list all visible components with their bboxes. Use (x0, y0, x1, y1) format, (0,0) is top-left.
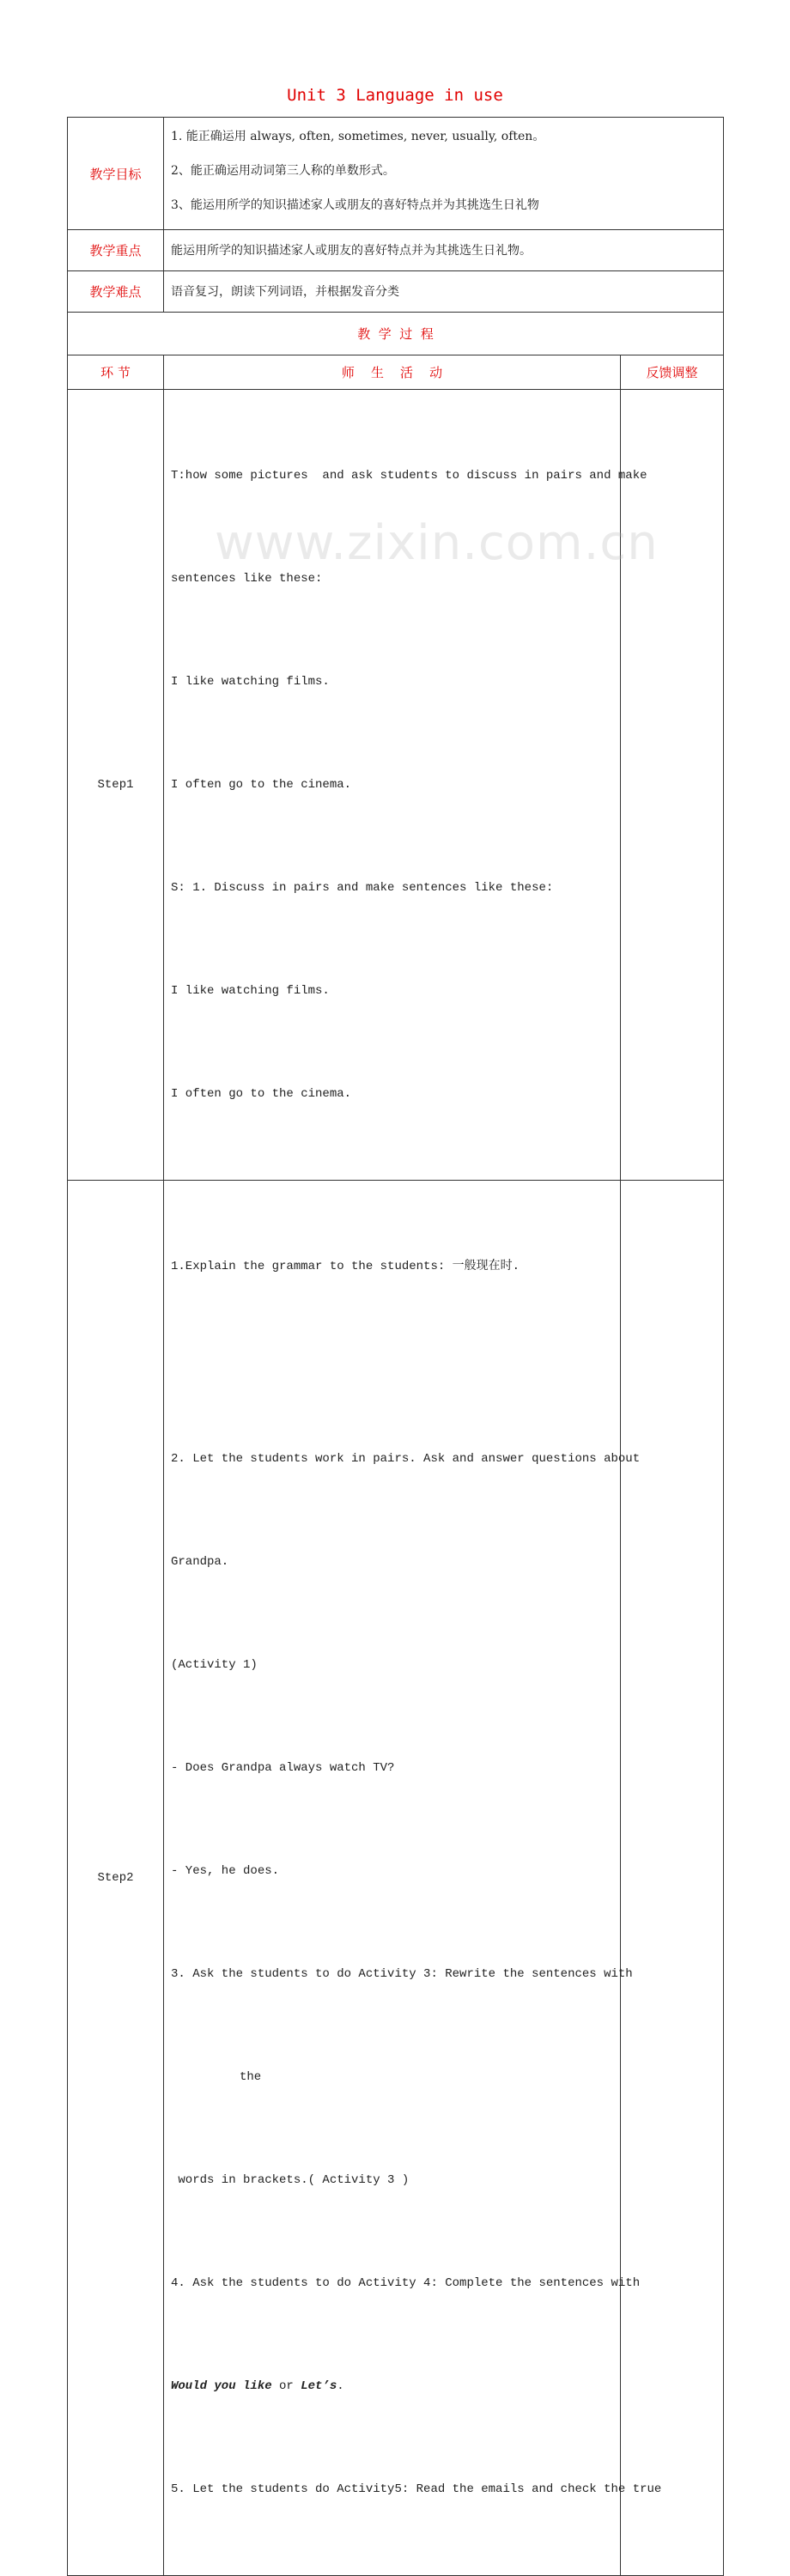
phrase-lets: Let’s (301, 2379, 337, 2393)
feedback-cell (621, 1181, 724, 2576)
table-row (68, 271, 724, 313)
difficult-points-text: 语音复习，朗读下列词语，并根据发音分类 (164, 271, 724, 313)
step2-line: 5. Let the students do Activity5: Read the emails and check the true (171, 2482, 662, 2496)
step1-line: I often go to the cinema. (171, 1087, 352, 1101)
table-row (68, 1181, 724, 2576)
activity-header: 师 生 活 动 (164, 355, 621, 390)
phrase-would-you-like: Would you like (171, 2379, 272, 2393)
step2-line: 1.Explain the grammar to the students: 一般现在时. (171, 1260, 520, 1273)
step2-line: - Yes, he does. (171, 1864, 280, 1878)
feedback-header: 反馈调整 (621, 355, 724, 390)
goal-item: 2、能正确运用动词第三人称的单数形式。 (171, 164, 395, 178)
step2-line: (Activity 1) (171, 1658, 258, 1672)
step1-label: Step1 (68, 390, 164, 1181)
step2-line: Grandpa. (171, 1555, 229, 1569)
table-row (68, 355, 724, 390)
goals-label: 教学目标 (68, 118, 164, 230)
step2-label: Step2 (68, 1181, 164, 2576)
process-heading: 教 学 过 程 (68, 313, 724, 355)
step1-line: I often go to the cinema. (171, 778, 352, 792)
step2-line: words in brackets.( Activity 3 ) (171, 2173, 410, 2187)
page-title: Unit 3 Language in use (287, 86, 503, 105)
stage-header: 环 节 (68, 355, 164, 390)
period: . (337, 2379, 344, 2393)
feedback-cell (621, 390, 724, 1181)
table-row (68, 118, 724, 230)
step2-line: 3. Ask the students to do Activity 3: Rewrite the sentences with (171, 1967, 633, 1981)
step2-line: the (240, 2070, 262, 2084)
step2-line: 2. Let the students work in pairs. Ask and answer questions about (171, 1452, 641, 1466)
key-points-label: 教学重点 (68, 230, 164, 271)
step1-line: I like watching films. (171, 984, 330, 998)
key-points-text: 能运用所学的知识描述家人或朋友的喜好特点并为其挑选生日礼物。 (164, 230, 724, 271)
conjunction-or: or (271, 2379, 301, 2393)
step1-line: I like watching films. (171, 675, 330, 689)
table-row (68, 313, 724, 355)
step1-line: T:how some pictures and ask students to discuss in pairs and make (171, 469, 647, 483)
spacer (171, 1352, 613, 1373)
goal-item: 3、能运用所学的知识描述家人或朋友的喜好特点并为其挑选生日礼物 (171, 198, 539, 212)
step1-line: sentences like these: (171, 572, 323, 586)
goal-item: 1. 能正确运用 always, often, sometimes, never, usually, often。 (171, 130, 545, 143)
step2-line: 4. Ask the students to do Activity 4: Complete the sentences with (171, 2276, 641, 2290)
step1-line: S: 1. Discuss in pairs and make sentences like these: (171, 881, 554, 895)
step2-line (171, 2369, 613, 2403)
watermark: www.zixin.com.cn (215, 515, 659, 571)
table-row (68, 390, 724, 1181)
step2-line: - Does Grandpa always watch TV? (171, 1761, 395, 1775)
table-row (68, 230, 724, 271)
difficult-points-label: 教学难点 (68, 271, 164, 313)
lesson-plan-table (67, 117, 724, 2576)
